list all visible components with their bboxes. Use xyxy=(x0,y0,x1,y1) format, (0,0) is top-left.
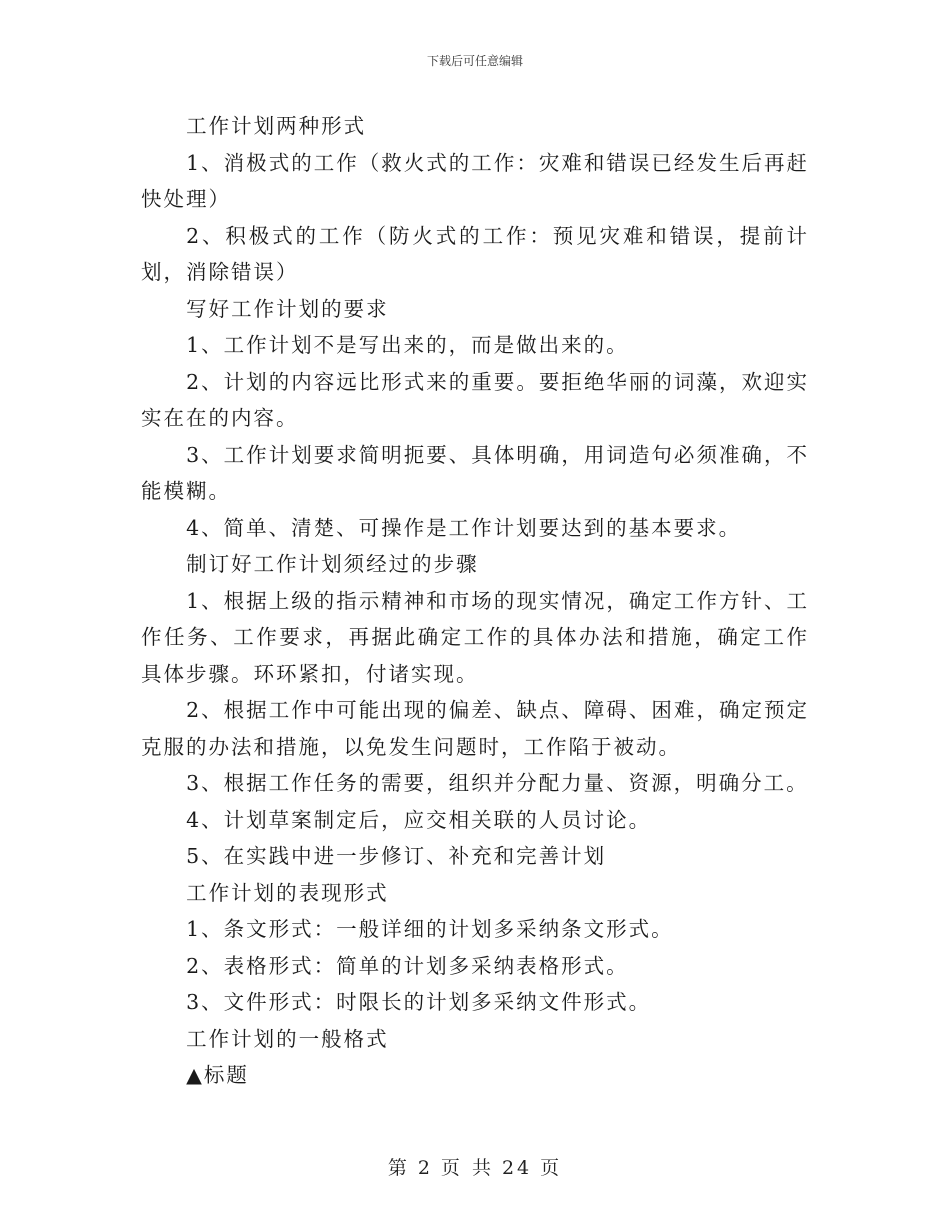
footer-suffix: 页 xyxy=(540,1157,563,1179)
document-body xyxy=(141,108,809,1094)
section-heading: 制订好工作计划须经过的步骤 xyxy=(186,552,479,576)
paragraph: 1、工作计划不是写出来的，而是做出来的。 xyxy=(186,333,629,357)
section-heading: 工作计划的表现形式 xyxy=(186,880,389,905)
subheading-title-marker: ▲标题 xyxy=(186,1063,249,1087)
paragraph: 1、消极式的工作（救火式的工作：灾难和错误已经发生后再赶快处理） xyxy=(141,150,809,211)
paragraph: 4、简单、清楚、可操作是工作计划要达到的基本要求。 xyxy=(186,515,742,540)
paragraph: 3、工作计划要求简明扼要、具体明确，用词造句必须准确，不能模糊。 xyxy=(141,442,809,503)
paragraph: 4、计划草案制定后，应交相关联的人员讨论。 xyxy=(186,807,652,832)
total-pages: 24 xyxy=(501,1157,533,1179)
section-heading: 工作计划的一般格式 xyxy=(186,1026,389,1051)
footer-prefix: 第 xyxy=(387,1157,410,1179)
paragraph: 1、根据上级的指示精神和市场的现实情况，确定工作方针、工作任务、工作要求，再据此确定工作的具体办法和措施，确定工作具体步骤。环环紧扣，付诸实现。 xyxy=(141,588,809,686)
footer-middle: 页 共 xyxy=(440,1157,494,1179)
paragraph: 2、根据工作中可能出现的偏差、缺点、障碍、困难，确定预定克服的办法和措施，以免发生问题时，工作陷于被动。 xyxy=(141,698,809,759)
section-heading: 工作计划两种形式 xyxy=(186,114,367,138)
page-footer xyxy=(0,1153,950,1180)
paragraph: 3、根据工作任务的需要，组织并分配力量、资源，明确分工。 xyxy=(186,771,809,795)
paragraph: 3、文件形式：时限长的计划多采纳文件形式。 xyxy=(186,990,652,1014)
section-heading: 写好工作计划的要求 xyxy=(186,296,389,321)
paragraph: 5、在实践中进一步修订、补充和完善计划 xyxy=(186,844,607,868)
paragraph: 2、表格形式：简单的计划多采纳表格形式。 xyxy=(186,953,629,978)
paragraph: 1、条文形式：一般详细的计划多采纳条文形式。 xyxy=(186,917,674,941)
page-number: 2 xyxy=(417,1157,433,1179)
page-header: 下载后可任意编辑 xyxy=(426,54,523,68)
paragraph: 2、计划的内容远比形式来的重要。要拒绝华丽的词藻，欢迎实实在在的内容。 xyxy=(141,369,809,430)
paragraph: 2、积极式的工作（防火式的工作：预见灾难和错误，提前计划，消除错误） xyxy=(141,223,809,284)
